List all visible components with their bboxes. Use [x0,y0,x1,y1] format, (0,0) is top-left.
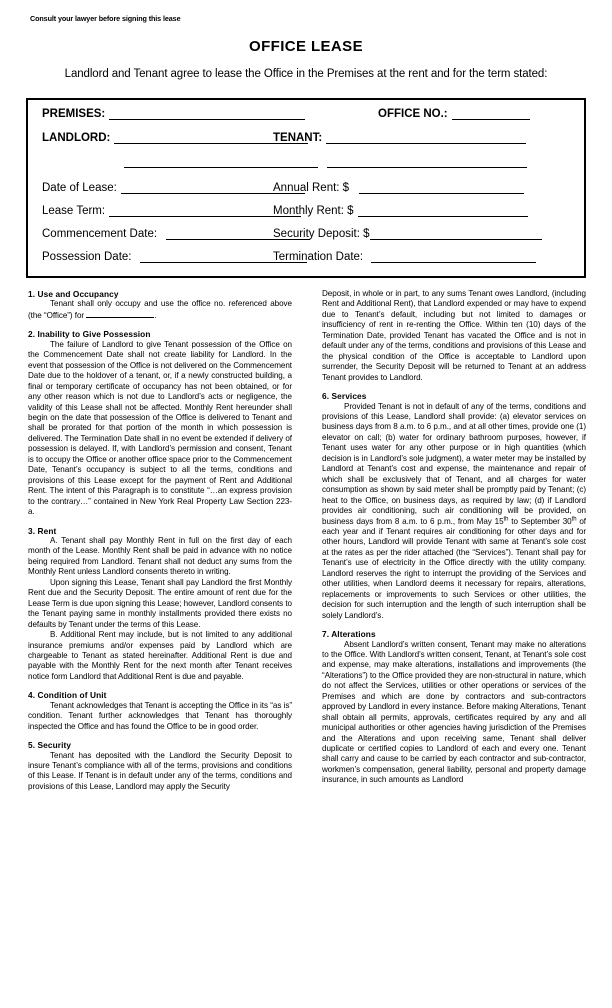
section-1-text-b: . [154,310,157,320]
field-lease-term[interactable] [42,205,301,217]
field-tenant[interactable] [273,132,526,144]
date-of-lease-label: Date of Lease: [42,182,117,194]
landlord-label: LANDLORD: [42,132,111,144]
field-date-of-lease[interactable] [42,182,305,194]
section-1-paragraph [28,299,292,321]
security-deposit-input[interactable] [370,228,542,240]
termination-date-input[interactable] [371,251,536,263]
annual-rent-input[interactable] [359,182,524,194]
section-4-paragraph: Tenant acknowledges that Tenant is accepting the Office in its “as is” condition. Tenant further acknowledges that Tenant has thoroughly inspected the Office and has found the Office to be in good order. [28,700,292,731]
section-2-paragraph: The failure of Landlord to give Tenant possession of the Office on the Commencement Date shall not create liability for Landlord. In the event that possession of the Office is not delivered on the Commencement Date due to the holdover of a tenant, or, if a newly constructed building, a final or temporary certificate of occupancy has not been obtained, or for any other reason which is not due to Landlord’s acts or negligence, the validity of this Lease shall not be affected. Monthly Rent hereunder shall begin on the date that possession of the Office is delivered to Tenant and shall be prorated for that portion of the month in which possession is delivered. The Termination Date shall in no event be extended if delivery of possession is delayed. If, with Landlord’s permission and consent, Tenant is to occupy the Office or another office space prior to the Commencement Date, Tenant’s occupancy is subject to all the terms, conditions and provisions of this Lease except for the payment of Rent and Additional Rent. The intent of this Paragraph is to constitute “…an express provision to the contrary…” contained in New York Real Property Law Section 223-a. [28,339,292,517]
office-no-label: OFFICE NO.: [378,108,448,120]
lease-term-label: Lease Term: [42,205,106,217]
lease-body-columns [28,289,586,1005]
field-premises[interactable] [42,108,305,120]
use-purpose-blank[interactable] [86,310,157,320]
field-office-no[interactable] [378,108,530,120]
field-commencement-date[interactable] [42,228,310,240]
tenant-input[interactable] [326,132,526,144]
monthly-rent-input[interactable] [358,205,528,217]
field-landlord[interactable] [42,132,308,144]
office-no-input[interactable] [452,108,530,120]
section-6-heading: 6. Services [322,391,367,402]
section-4-heading: 4. Condition of Unit [28,690,107,701]
section-1-text-a: Tenant shall only occupy and use the office no. referenced above (the “Office”) for [28,299,292,320]
section-6-text-c: of each year and if Tenant requires air conditioning for other days and for other hours, Landlord will provide Tenant with same at Tenant’s sole cost at the rates as per the rider attached (the “Services”). Tenant shall pay for Tenant’s use of electricity in the Office directly with the utility company. Landlord reserves the right to interrupt the providing of the Services and other utilities, when Landlord deems it necessary for repairs, alterations, replacements or improvements to such Services or other utilities, the decision for such interruption and the length of such interruption shall be solely Landlord’s. [322,516,586,620]
ordinal-suffix-30th: th [571,515,577,522]
section-6-paragraph [322,402,586,622]
commencement-date-label: Commencement Date: [42,228,158,240]
termination-date-label: Termination Date: [273,251,364,263]
section-7-paragraph: Absent Landlord’s written consent, Tenant may make no alterations to the Office. With Landlord’s written consent, Tenant, at Tenant’s sole cost and expense, may make alterations, installations and improvements (the “Alterations”) to the Office provided they are non-structural in nature, which do not affect the Services, utilities or other operations or services of the Premises and which are done by contractors and sub-contractors approved by Landlord in every instance. Before making Alterations, Tenant shall obtain all permits, approvals, certificates required by any and all municipal authorities or other agencies having jurisdiction of the Premises and the Alterations and upon receiving same, Tenant shall deliver duplicate or certified copies to Landlord of each and every one. Tenant shall carry and cause to be carried by each contractor and sub-contractor, workmen’s compensation, general liability, personal and property damage insurance, in such amounts as Landlord [322,639,586,785]
tenant-label: TENANT: [273,132,323,144]
ordinal-suffix-15th: th [503,515,509,522]
field-tenant-line2[interactable] [273,156,527,168]
section-3-paragraph-a: A. Tenant shall pay Monthly Rent in full on the first day of each month of the Lease. Monthly Rent shall be paid in advance with no notice being required from Landlord. Tenant shall not deduct any sums from the Monthly Rent unless Landlord consents thereto in writing. [28,535,292,577]
section-1-heading: 1. Use and Occupancy [28,289,119,299]
section-3-paragraph-b: B. Additional Rent may include, but is not limited to any additional insurance premiums and/or expenses paid by Landlord which are chargeable to Tenant as stated hereinafter. Additional Rent is due and payable with the Monthly Rent for the next month after Tenant receives notice form Landlord that Additional Rent is due and payable. [28,630,292,681]
field-security-deposit[interactable] [273,228,542,240]
section-5-paragraph: Tenant has deposited with the Landlord the Security Deposit to insure Tenant’s compliance with all of the terms, provisions and conditions of this Lease. If Tenant is in default under any of the terms, conditions and provisions of this Lease, Landlord may apply the Security [28,750,292,791]
left-column [28,289,292,1005]
section-7-heading: 7. Alterations [322,629,376,640]
monthly-rent-label: Monthly Rent: $ [273,205,354,217]
premises-input[interactable] [109,108,305,120]
security-deposit-label: Security Deposit: $ [273,228,370,240]
consult-lawyer-note: Consult your lawyer before signing this lease [30,14,181,23]
section-5-heading: 5. Security [28,740,72,751]
section-3-heading: 3. Rent [28,525,57,536]
possession-date-label: Possession Date: [42,251,132,263]
field-termination-date[interactable] [273,251,536,263]
field-annual-rent[interactable] [273,182,524,194]
section-3-paragraph-2: Upon signing this Lease, Tenant shall pay Landlord the first Monthly Rent due and the Security Deposit. The entire amount of rent due for the Lease Term is due upon signing this Lease; however, Landlord consents to the Tenant paying same in monthly installments provided there exists no defaults by Tenant under the terms of this Lease. [28,577,292,629]
right-column [322,289,586,1005]
annual-rent-label: Annual Rent: $ [273,182,350,194]
section-6-text-a: Provided Tenant is not in default of any of the terms, conditions and provisions of this Lease, Landlord shall provide: (a) elevator services on business days from 8 a.m. to 6 p.m., and at all other times, provide one (1) elevator on call; (b) water for ordinary bathroom purposes, however, if Tenant uses water for any other purpose or in high quantities (which decision is in Landlord’s sole judgment), a water meter may be installed by Landlord at Tenant’s cost and expense, the maintenance and repair of which shall be exclusively that of Tenant, and all charges for water consumption as shown by said meter shall be promptly paid by Tenant; (c) heat to the Office, on business days, as required by law; (d) if Landlord provides air conditioning, such air conditioning will be provided, on business days from 8 a.m. to 6 p.m., from May 15 [322,401,586,526]
section-6-text-b: to September 30 [508,516,572,526]
premises-label: PREMISES: [42,108,106,120]
tenant-input-line2[interactable] [327,156,527,168]
section-5-continued: Deposit, in whole or in part, to any sums Tenant owes Landlord, (including Rent and Additional Rent), that Landlord expended or may have to expend due to Tenant’s default, including but not limited to damages or insufficiency of rent in re-renting the Office. Within ten (10) days of the Termination Date, provided Tenant has vacated the Office and is not in default under any of the terms, conditions and provisions of this Lease and the physical condition of the Office is acceptable to Landlord upon surrender, the Security Deposit will be returned to Tenant at an address Tenant provides to Landlord. [322,289,586,382]
lease-summary-form-box [26,98,586,278]
field-monthly-rent[interactable] [273,205,528,217]
document-title: OFFICE LEASE [249,38,363,55]
section-2-heading: 2. Inability to Give Possession [28,329,151,340]
document-subtitle: Landlord and Tenant agree to lease the Office in the Premises at the rent and for the term stated: [64,68,548,80]
field-possession-date[interactable] [42,251,307,263]
